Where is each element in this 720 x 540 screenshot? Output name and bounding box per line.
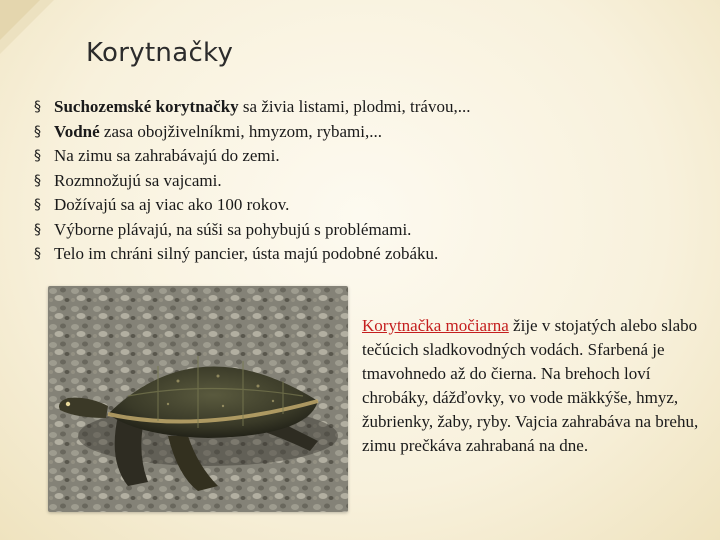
bullet-item: [34, 218, 694, 243]
bullet-marker: §: [34, 246, 41, 262]
bullet-list: [34, 95, 694, 267]
slide-title: Korytnačky: [86, 38, 234, 68]
bullet-marker: §: [34, 99, 41, 115]
bullet-marker: §: [34, 197, 41, 213]
bullet-marker: §: [34, 148, 41, 164]
bullet-text: zasa obojživelníkmi, hmyzom, rybami,...: [99, 121, 382, 141]
bullet-text: Telo im chráni silný pancier, ústa majú podobné zobáku.: [54, 244, 439, 263]
corner-decoration: [0, 0, 60, 60]
bullet-text: sa živia listami, plodmi, trávou,...: [238, 97, 471, 116]
bullet-text: Rozmnožujú sa vajcami.: [54, 170, 222, 190]
bullet-item: [34, 193, 694, 218]
turtle-photo: [48, 286, 348, 512]
species-text: žije v stojatých alebo slabo tečúcich sladkovodných vodách. Sfarbená je tmavohnedo až do čierna. Na brehoch loví chrobáky, dážďovky, vo vode mäkkýše, hmyz, žubrienky, žaby, ryby. Vajcia zahrabáva na brehu, zimu prečkáva zahrabaná na dne.: [362, 316, 699, 455]
bullet-item: [34, 95, 694, 120]
bullet-item: [34, 242, 694, 267]
bullet-item: [34, 169, 694, 194]
bullet-text: Výborne plávajú, na súši sa pohybujú s problémami.: [54, 219, 412, 239]
bullet-text: Na zimu sa zahrabávajú do zemi.: [54, 146, 280, 165]
bullet-text: Dožívajú sa aj viac ako 100 rokov.: [54, 195, 290, 214]
bullet-marker: §: [34, 123, 41, 140]
bullet-marker: §: [34, 221, 41, 238]
bullet-bold: Vodné: [54, 121, 100, 141]
bullet-item: [34, 144, 694, 169]
bullet-marker: §: [34, 172, 41, 189]
bullet-item: [34, 120, 694, 145]
species-description: [362, 314, 702, 458]
bullet-bold: Suchozemské korytnačky: [54, 97, 239, 116]
species-name: Korytnačka močiarna: [362, 316, 509, 335]
